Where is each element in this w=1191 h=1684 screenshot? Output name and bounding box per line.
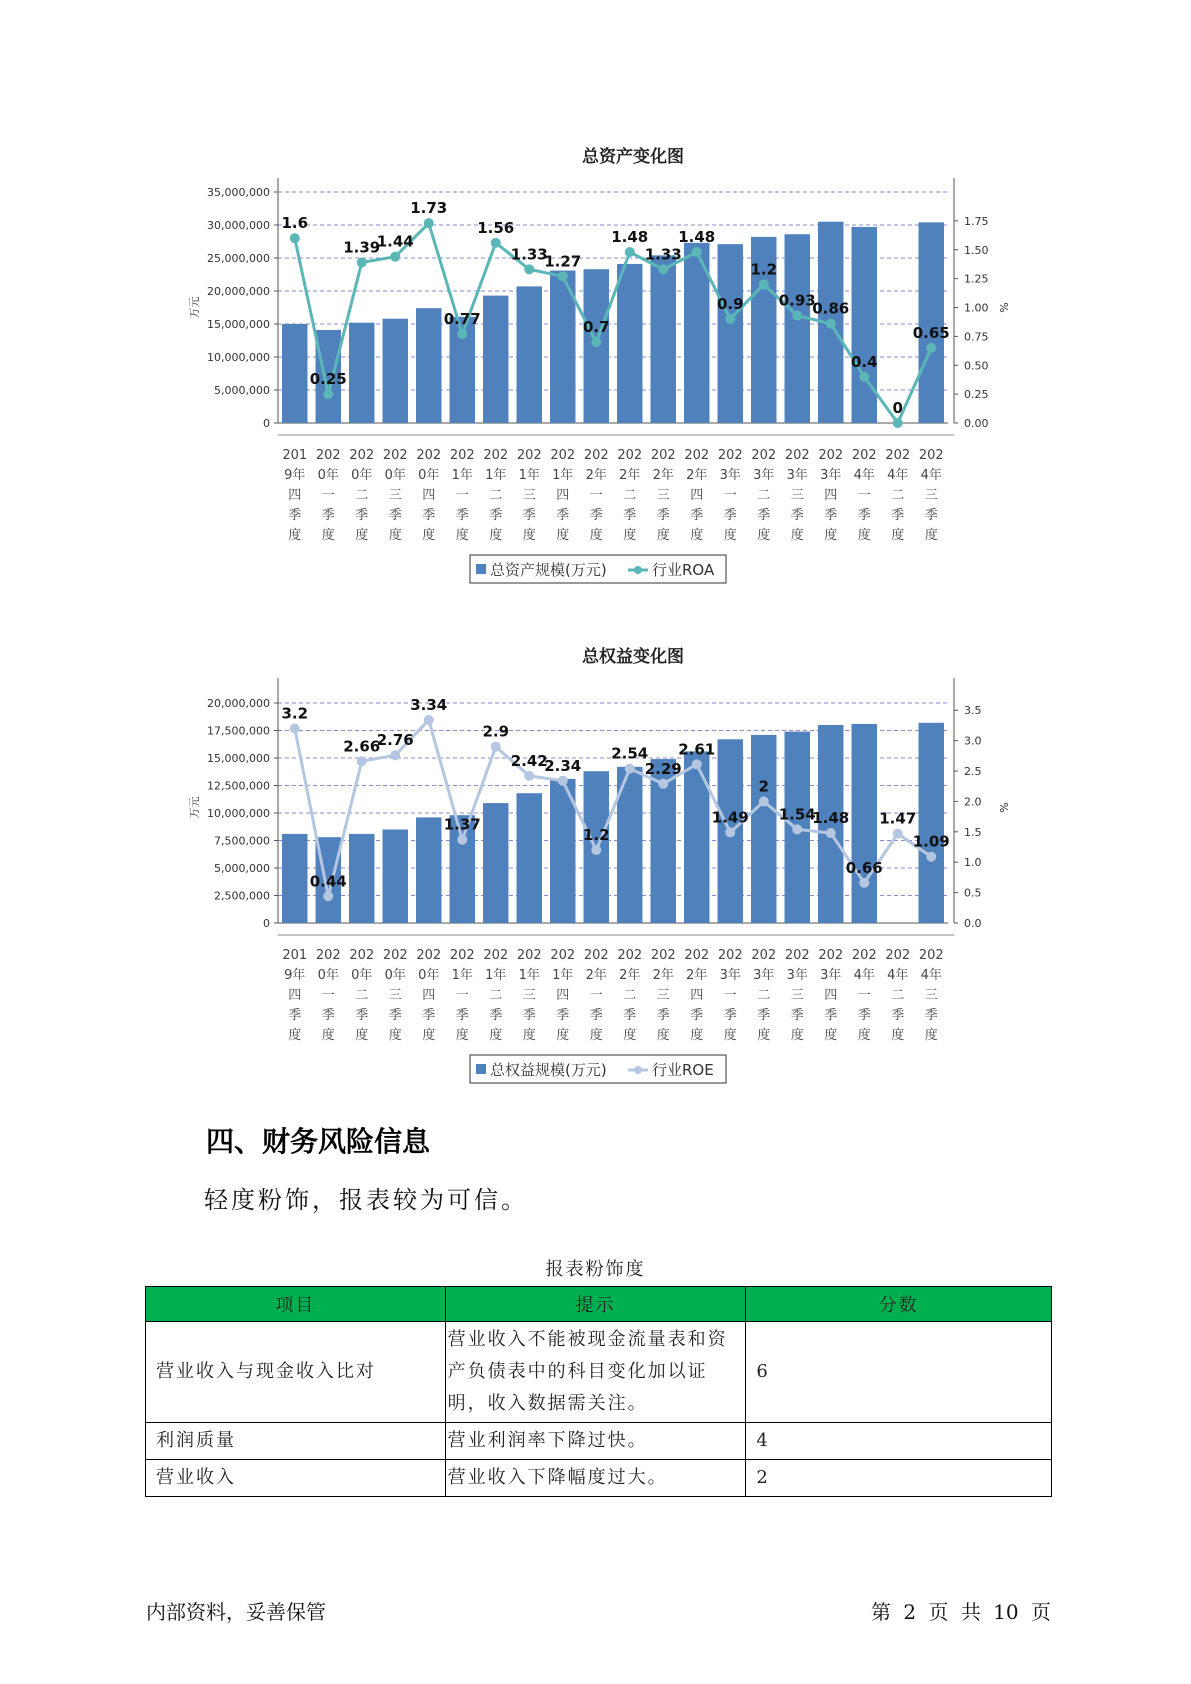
line-point: [424, 218, 434, 228]
line-point: [290, 233, 300, 243]
legend-line-label: 行业ROE: [652, 1061, 714, 1079]
data-label: 1.54: [778, 805, 816, 824]
line-point: [491, 742, 501, 752]
x-tick-label: 202 1年二季度: [483, 948, 509, 1043]
row-hint: 营业利润率下降过快。: [445, 1423, 746, 1460]
line-point: [792, 824, 802, 834]
bar: [383, 319, 408, 423]
y-tick-label: 5,000,000: [214, 384, 270, 397]
data-label: 1.47: [879, 809, 917, 828]
bar: [718, 244, 743, 423]
y-tick-label: 35,000,000: [207, 186, 270, 199]
x-tick-label: 202 3年二季度: [751, 448, 777, 543]
x-tick-label: 202 3年二季度: [751, 948, 777, 1043]
bar: [919, 222, 944, 423]
y-tick-label: 0: [263, 417, 270, 430]
section-summary: 轻度粉饰，报表较为可信。: [204, 1186, 528, 1214]
line-point: [893, 829, 903, 839]
line-point: [725, 314, 735, 324]
data-label: 1.39: [343, 238, 381, 257]
line-point: [390, 750, 400, 760]
x-tick-label: 202 4年三季度: [918, 948, 944, 1043]
y-tick-label: 17,500,000: [207, 724, 270, 738]
x-tick-label: 202 3年三季度: [784, 948, 810, 1043]
line-point: [625, 247, 635, 257]
y-tick-label: 10,000,000: [207, 807, 270, 820]
data-label: 2.9: [482, 722, 510, 741]
line-point: [390, 252, 400, 262]
x-tick-label: 202 4年一季度: [851, 948, 877, 1043]
bar: [751, 735, 776, 923]
row-item: 利润质量: [146, 1423, 446, 1460]
data-label: 1.48: [611, 228, 649, 247]
y-tick-label: 10,000,000: [207, 351, 270, 364]
row-hint: 营业收入下降幅度过大。: [445, 1460, 746, 1497]
y-axis-label: 万元: [188, 796, 201, 819]
data-label: 0.44: [309, 872, 347, 891]
header-hint: 提示: [445, 1287, 746, 1322]
line-point: [826, 319, 836, 329]
y-tick-label: 2,500,000: [214, 889, 270, 903]
y2-tick-label: 3.0: [964, 734, 982, 748]
data-label: 0.93: [778, 291, 816, 310]
y2-tick-label: 1.00: [964, 301, 989, 315]
line-point: [926, 852, 936, 862]
chart-title: 总资产变化图: [582, 147, 684, 167]
bar: [282, 324, 307, 423]
risk-table: [145, 1286, 1052, 1497]
x-tick-label: 202 4年三季度: [918, 448, 944, 543]
data-label: 0.25: [309, 370, 347, 389]
data-label: 1.6: [281, 214, 309, 233]
y2-tick-label: 0.5: [964, 886, 982, 900]
line-point: [357, 756, 367, 766]
y2-tick-label: 2.5: [964, 765, 982, 779]
legend-line-marker: [634, 566, 642, 574]
bar: [416, 308, 441, 423]
x-tick-label: 202 4年一季度: [851, 448, 877, 543]
bar: [282, 834, 307, 923]
line-point: [323, 389, 333, 399]
y-tick-label: 20,000,000: [207, 697, 270, 710]
y2-tick-label: 1.50: [964, 243, 989, 257]
bar: [383, 830, 408, 924]
y-tick-label: 25,000,000: [207, 252, 270, 265]
legend-bar-swatch: [476, 1064, 486, 1074]
line-point: [323, 891, 333, 901]
x-tick-label: 202 0年一季度: [315, 448, 341, 543]
data-label: 1.49: [711, 808, 749, 827]
y2-tick-label: 0.25: [964, 388, 989, 402]
x-tick-label: 202 3年四季度: [818, 948, 844, 1043]
table-row: [146, 1423, 1052, 1460]
line-point: [290, 723, 300, 733]
header-score: 分数: [746, 1287, 1052, 1322]
data-label: 2.54: [611, 744, 649, 763]
table-caption: 报表粉饰度: [545, 1259, 646, 1280]
x-tick-label: 202 0年四季度: [416, 948, 442, 1043]
row-score: 4: [746, 1423, 1052, 1460]
line-point: [658, 264, 668, 274]
bar: [684, 751, 709, 923]
x-tick-label: 202 1年二季度: [483, 448, 509, 543]
data-label: 1.44: [376, 232, 414, 251]
row-item: 营业收入与现金收入比对: [146, 1322, 446, 1423]
line-point: [457, 835, 467, 845]
line-point: [658, 779, 668, 789]
data-label: 1.2: [750, 260, 778, 279]
x-tick-label: 202 2年二季度: [617, 948, 643, 1043]
data-label: 2: [758, 777, 769, 796]
y2-tick-label: 3.5: [964, 704, 982, 718]
line-point: [759, 796, 769, 806]
y2-axis-label: %: [997, 802, 1010, 813]
x-tick-label: 202 3年一季度: [717, 948, 743, 1043]
x-tick-label: 202 2年一季度: [583, 948, 609, 1043]
line-point: [357, 257, 367, 267]
x-tick-label: 202 0年二季度: [349, 948, 375, 1043]
line-point: [725, 827, 735, 837]
legend-line-marker: [634, 1066, 642, 1074]
bar: [852, 227, 877, 423]
x-tick-label: 202 0年一季度: [315, 948, 341, 1043]
data-label: 0.66: [845, 858, 883, 877]
x-tick-label: 202 3年一季度: [717, 448, 743, 543]
row-score: 6: [746, 1322, 1052, 1423]
y2-tick-label: 1.75: [964, 214, 989, 228]
x-tick-label: 202 3年四季度: [818, 448, 844, 543]
x-tick-label: 202 1年三季度: [516, 948, 542, 1043]
line-point: [792, 311, 802, 321]
x-tick-label: 202 2年三季度: [650, 448, 676, 543]
x-tick-label: 201 9年四季度: [282, 448, 308, 543]
line-point: [859, 878, 869, 888]
line-point: [524, 264, 534, 274]
bar: [349, 834, 374, 923]
data-label: 0.77: [443, 310, 481, 329]
x-tick-label: 202 0年四季度: [416, 448, 442, 543]
bar: [852, 724, 877, 923]
y2-tick-label: 1.5: [964, 825, 982, 839]
line-point: [926, 343, 936, 353]
data-label: 1.73: [410, 199, 448, 218]
line-point: [424, 715, 434, 725]
legend-line-label: 行业ROA: [652, 561, 715, 579]
data-label: 1.09: [912, 832, 950, 851]
line-point: [558, 271, 568, 281]
data-label: 3.34: [410, 695, 448, 714]
data-label: 1.48: [812, 809, 850, 828]
chart-title: 总权益变化图: [582, 647, 684, 667]
bar: [416, 817, 441, 923]
legend-bar-swatch: [476, 564, 486, 574]
y2-axis-label: %: [997, 302, 1010, 313]
x-tick-label: 202 1年三季度: [516, 448, 542, 543]
bar: [483, 296, 508, 423]
data-label: 1.48: [678, 228, 716, 247]
data-label: 1.2: [582, 826, 610, 845]
y-tick-label: 12,500,000: [207, 779, 270, 793]
y2-tick-label: 0.75: [964, 330, 989, 344]
total-equity-chart: [0, 640, 1191, 1100]
x-tick-label: 202 0年二季度: [349, 448, 375, 543]
bar: [617, 264, 642, 423]
line-point: [692, 247, 702, 257]
bar: [483, 803, 508, 923]
x-tick-label: 202 2年二季度: [617, 448, 643, 543]
line-point: [893, 418, 903, 428]
legend-bar-label: 总资产规模(万元): [490, 561, 607, 579]
x-tick-label: 201 9年四季度: [282, 948, 308, 1043]
data-label: 1.27: [544, 252, 582, 271]
y-tick-label: 7,500,000: [214, 834, 270, 848]
footer-page-number: 第 2 页 共 10 页: [871, 1600, 1051, 1624]
x-tick-label: 202 3年三季度: [784, 448, 810, 543]
line-point: [524, 771, 534, 781]
data-label: 0.65: [912, 323, 950, 342]
header-item: 项目: [146, 1287, 446, 1322]
line-point: [826, 828, 836, 838]
data-label: 1.33: [644, 245, 682, 264]
x-tick-label: 202 4年二季度: [885, 448, 911, 543]
x-tick-label: 202 1年一季度: [449, 948, 475, 1043]
line-point: [859, 372, 869, 382]
footer-confidential: 内部资料，妥善保管: [146, 1600, 326, 1624]
line-point: [591, 845, 601, 855]
table-header-row: [146, 1287, 1052, 1322]
data-label: 2.42: [510, 751, 548, 770]
bar: [785, 234, 810, 423]
row-hint: 营业收入不能被现金流量表和资产负债表中的科目变化加以证明，收入数据需关注。: [445, 1322, 746, 1423]
line-point: [625, 764, 635, 774]
data-label: 2.76: [376, 731, 414, 750]
y-tick-label: 15,000,000: [207, 318, 270, 331]
y-tick-label: 15,000,000: [207, 752, 270, 765]
data-label: 2.29: [644, 759, 682, 778]
table-row: [146, 1322, 1052, 1423]
data-label: 1.37: [443, 815, 481, 834]
table-row: [146, 1460, 1052, 1497]
line-point: [692, 759, 702, 769]
line-point: [591, 337, 601, 347]
data-label: 0: [892, 399, 903, 417]
row-score: 2: [746, 1460, 1052, 1497]
data-label: 3.2: [281, 704, 309, 723]
x-tick-label: 202 1年四季度: [550, 448, 576, 543]
data-label: 0.9: [716, 295, 744, 314]
row-item: 营业收入: [146, 1460, 446, 1497]
y2-tick-label: 1.25: [964, 272, 989, 286]
data-label: 0.86: [812, 299, 850, 318]
line-point: [491, 238, 501, 248]
data-label: 2.61: [678, 740, 716, 759]
bar: [919, 723, 944, 923]
data-label: 1.33: [510, 245, 548, 264]
y-tick-label: 20,000,000: [207, 285, 270, 298]
line-point: [457, 329, 467, 339]
data-label: 2.66: [343, 737, 381, 756]
line-point: [759, 279, 769, 289]
y2-tick-label: 0.00: [964, 417, 989, 430]
y2-tick-label: 0.50: [964, 359, 989, 373]
line-point: [558, 776, 568, 786]
data-label: 1.56: [477, 218, 515, 237]
data-label: 2.34: [544, 756, 582, 775]
y2-tick-label: 1.0: [964, 856, 982, 870]
legend-bar-label: 总权益规模(万元): [490, 1061, 607, 1079]
data-label: 0.7: [582, 318, 610, 337]
x-tick-label: 202 1年一季度: [449, 448, 475, 543]
total-assets-chart: [0, 140, 1191, 600]
x-tick-label: 202 2年四季度: [684, 948, 710, 1043]
bar: [349, 323, 374, 423]
bar: [651, 255, 676, 423]
bar: [517, 793, 542, 923]
y-tick-label: 30,000,000: [207, 219, 270, 232]
y-axis-label: 万元: [188, 296, 201, 319]
bar: [517, 286, 542, 423]
x-tick-label: 202 0年三季度: [382, 448, 408, 543]
x-tick-label: 202 2年三季度: [650, 948, 676, 1043]
y-tick-label: 5,000,000: [214, 862, 270, 875]
x-tick-label: 202 2年四季度: [684, 448, 710, 543]
y2-tick-label: 0.0: [964, 917, 982, 930]
y-tick-label: 0: [263, 917, 270, 930]
y2-tick-label: 2.0: [964, 795, 982, 809]
x-tick-label: 202 1年四季度: [550, 948, 576, 1043]
x-tick-label: 202 4年二季度: [885, 948, 911, 1043]
section-heading: 四、财务风险信息: [206, 1125, 431, 1158]
x-tick-label: 202 0年三季度: [382, 948, 408, 1043]
data-label: 0.4: [850, 352, 878, 371]
x-tick-label: 202 2年一季度: [583, 448, 609, 543]
